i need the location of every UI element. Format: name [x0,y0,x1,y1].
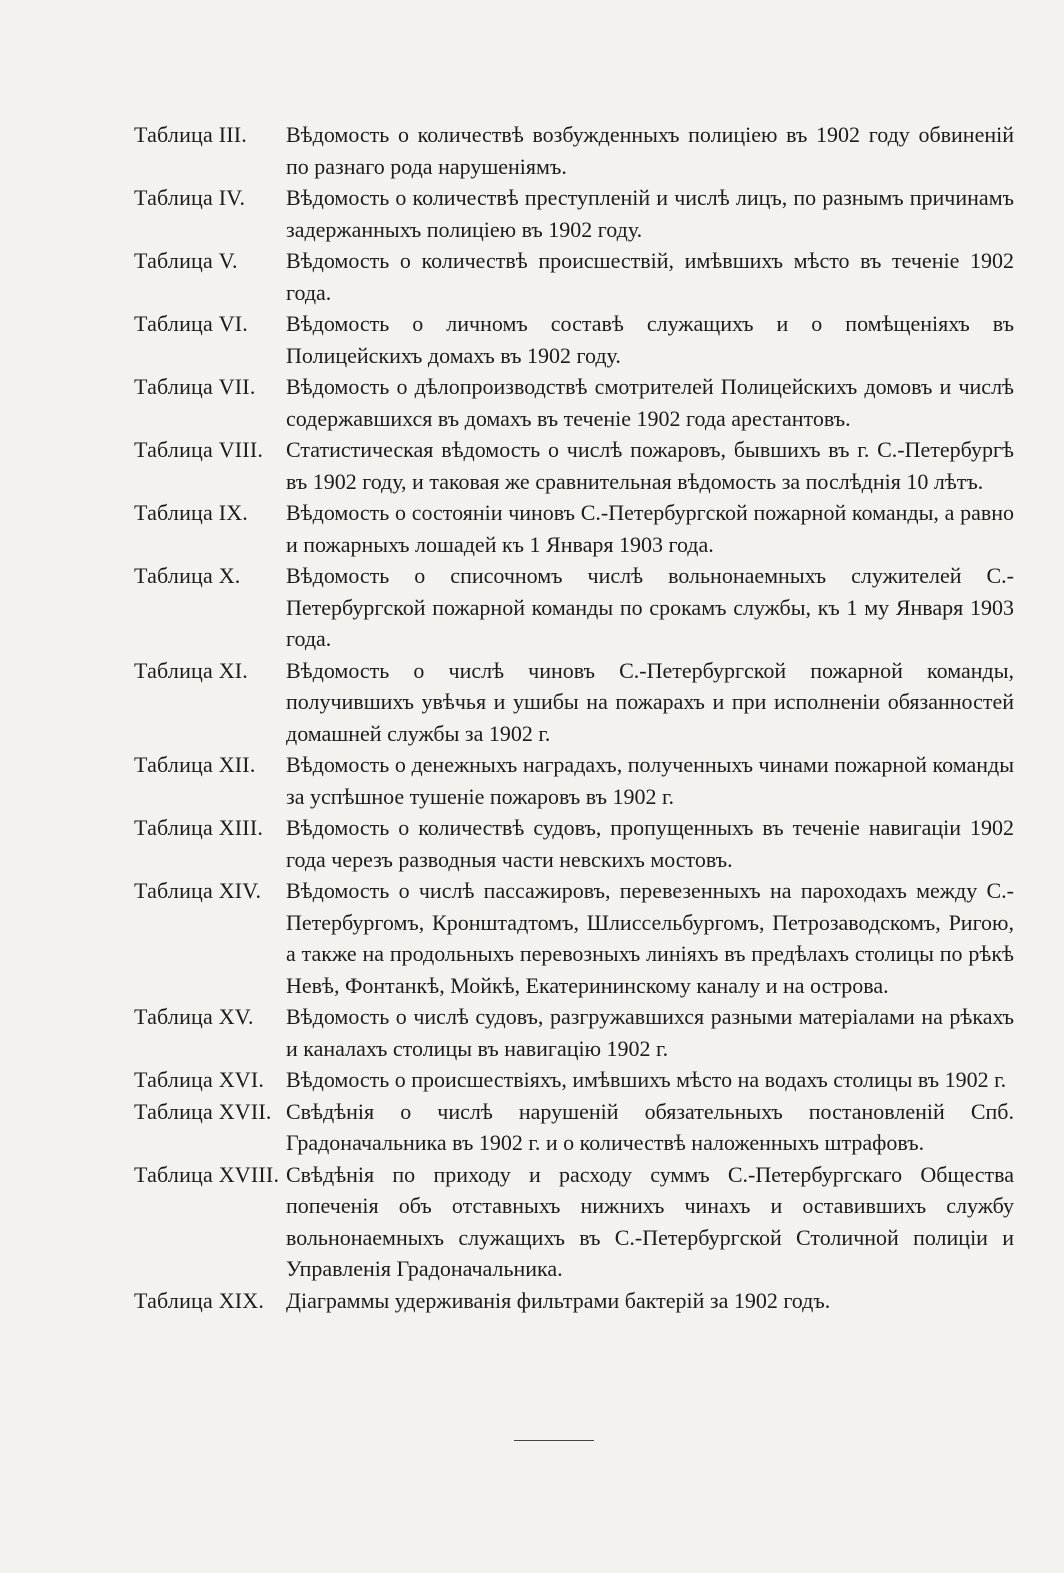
list-item [134,1285,1014,1317]
table-description: Статистическая вѣдомость о числѣ пожаровъ, бывшихъ въ г. С.-Петербургѣ въ 1902 году, и таковая же сравнительная вѣдомость за послѣднiя 10 лѣтъ. [286,437,1014,494]
table-description: Вѣдомость о числѣ чиновъ С.-Петербургской пожарной команды, получившихъ увѣчья и ушибы на пожарахъ и при исполненiи обязанностей домашней службы за 1902 г. [286,657,1014,746]
table-description: Вѣдомость о дѣлопроизводствѣ смотрителей Полицейскихъ домовъ и числѣ содержавшихся въ домахъ въ теченiе 1902 года арестантовъ. [286,374,1014,431]
table-description: Вѣдомость о количествѣ судовъ, пропущенныхъ въ теченiе навигацiи 1902 года черезъ разводныя части невскихъ мостовъ. [286,815,1014,872]
table-label: Таблица VI. [134,311,249,336]
table-description: Вѣдомость о числѣ судовъ, разгружавшихся разными матерiалами на рѣкахъ и каналахъ столицы въ навигацiю 1902 г. [286,1004,1014,1061]
list-item [134,1001,1014,1064]
table-description: Вѣдомость о личномъ составѣ служащихъ и о помѣщенiяхъ въ Полицейскихъ домахъ въ 1902 году. [286,311,1014,368]
table-description: Вѣдомость о числѣ пассажировъ, перевезенныхъ на пароходахъ между С.-Петербургомъ, Кронштадтомъ, Шлиссельбургомъ, Петрозаводскомъ, Ригою, а также на продольныхъ перевозныхъ линiяхъ въ предѣлахъ столицы по рѣкѣ Невѣ, Фонтанкѣ, Мойкѣ, Екатерининскому каналу и на острова. [286,878,1014,998]
list-item [134,560,1014,655]
table-label: Таблица X. [134,563,241,588]
list-item [134,245,1014,308]
list-item [134,308,1014,371]
tables-list [134,119,1014,1316]
table-label: Таблица III. [134,122,247,147]
table-label: Таблица IV. [134,185,246,210]
table-description: Свѣдѣнiя о числѣ нарушенiй обязательныхъ постановленiй Спб. Градоначальника въ 1902 г. и о количествѣ наложенныхъ штрафовъ. [286,1098,1014,1155]
table-label: Таблица XIX. [134,1287,265,1313]
list-item [134,1096,1014,1159]
list-item [134,1159,1014,1285]
list-item [134,434,1014,497]
list-item [134,812,1014,875]
table-description: Вѣдомость о количествѣ преступленiй и числѣ лицъ, по разнымъ причинамъ задержанныхъ полицiею въ 1902 году. [286,185,1014,242]
list-item [134,655,1014,750]
table-description: Дiаграммы удерживанiя фильтрами бактерiй за 1902 годъ. [286,1287,831,1313]
table-label: Таблица IX. [134,500,249,525]
closing-rule [514,1440,594,1441]
table-description: Вѣдомость о происшествiяхъ, имѣвшихъ мѣсто на водахъ столицы въ 1902 г. [286,1067,1007,1092]
table-label: Таблица VIII. [134,437,264,462]
table-description: Вѣдомость о количествѣ возбужденныхъ полицiею въ 1902 году обвиненiй по разнаго рода нарушенiямъ. [286,122,1014,179]
table-label: Таблица XIV. [134,878,262,903]
table-label: Таблица XV. [134,1004,254,1029]
list-item [134,371,1014,434]
list-item [134,1064,1014,1096]
table-label: Таблица XVII. [134,1098,272,1124]
list-item [134,875,1014,1001]
list-item [134,119,1014,182]
list-item [134,749,1014,812]
table-label: Таблица XVIII. [134,1161,280,1187]
list-item [134,497,1014,560]
table-label: Таблица XI. [134,657,249,683]
table-description: Вѣдомость о списочномъ числѣ вольнонаемныхъ служителей С.-Петербургской пожарной команды по срокамъ службы, къ 1 му Января 1903 года. [286,563,1014,651]
table-label: Таблица V. [134,248,238,273]
table-label: Таблица XII. [134,752,256,777]
table-label: Таблица VII. [134,374,256,399]
table-description: Вѣдомость о денежныхъ наградахъ, полученныхъ чинами пожарной команды за успѣшное тушенiе пожаровъ въ 1902 г. [286,752,1014,809]
table-label: Таблица XIII. [134,815,264,840]
table-description: Свѣдѣнiя по приходу и расходу суммъ С.-Петербургскаго Общества попеченiя объ отставныхъ нижнихъ чинахъ и оставившихъ службу вольнонаемныхъ служащихъ въ С.-Петербургской Столичной полицiи и Управленiя Градоначальника. [286,1161,1014,1281]
list-item [134,182,1014,245]
table-description: Вѣдомость о состоянiи чиновъ С.-Петербургской пожарной команды, а равно и пожарныхъ лошадей къ 1 Января 1903 года. [286,500,1014,557]
table-description: Вѣдомость о количествѣ происшествiй, имѣвшихъ мѣсто въ теченiе 1902 года. [286,248,1014,305]
table-label: Таблица XVI. [134,1067,265,1092]
